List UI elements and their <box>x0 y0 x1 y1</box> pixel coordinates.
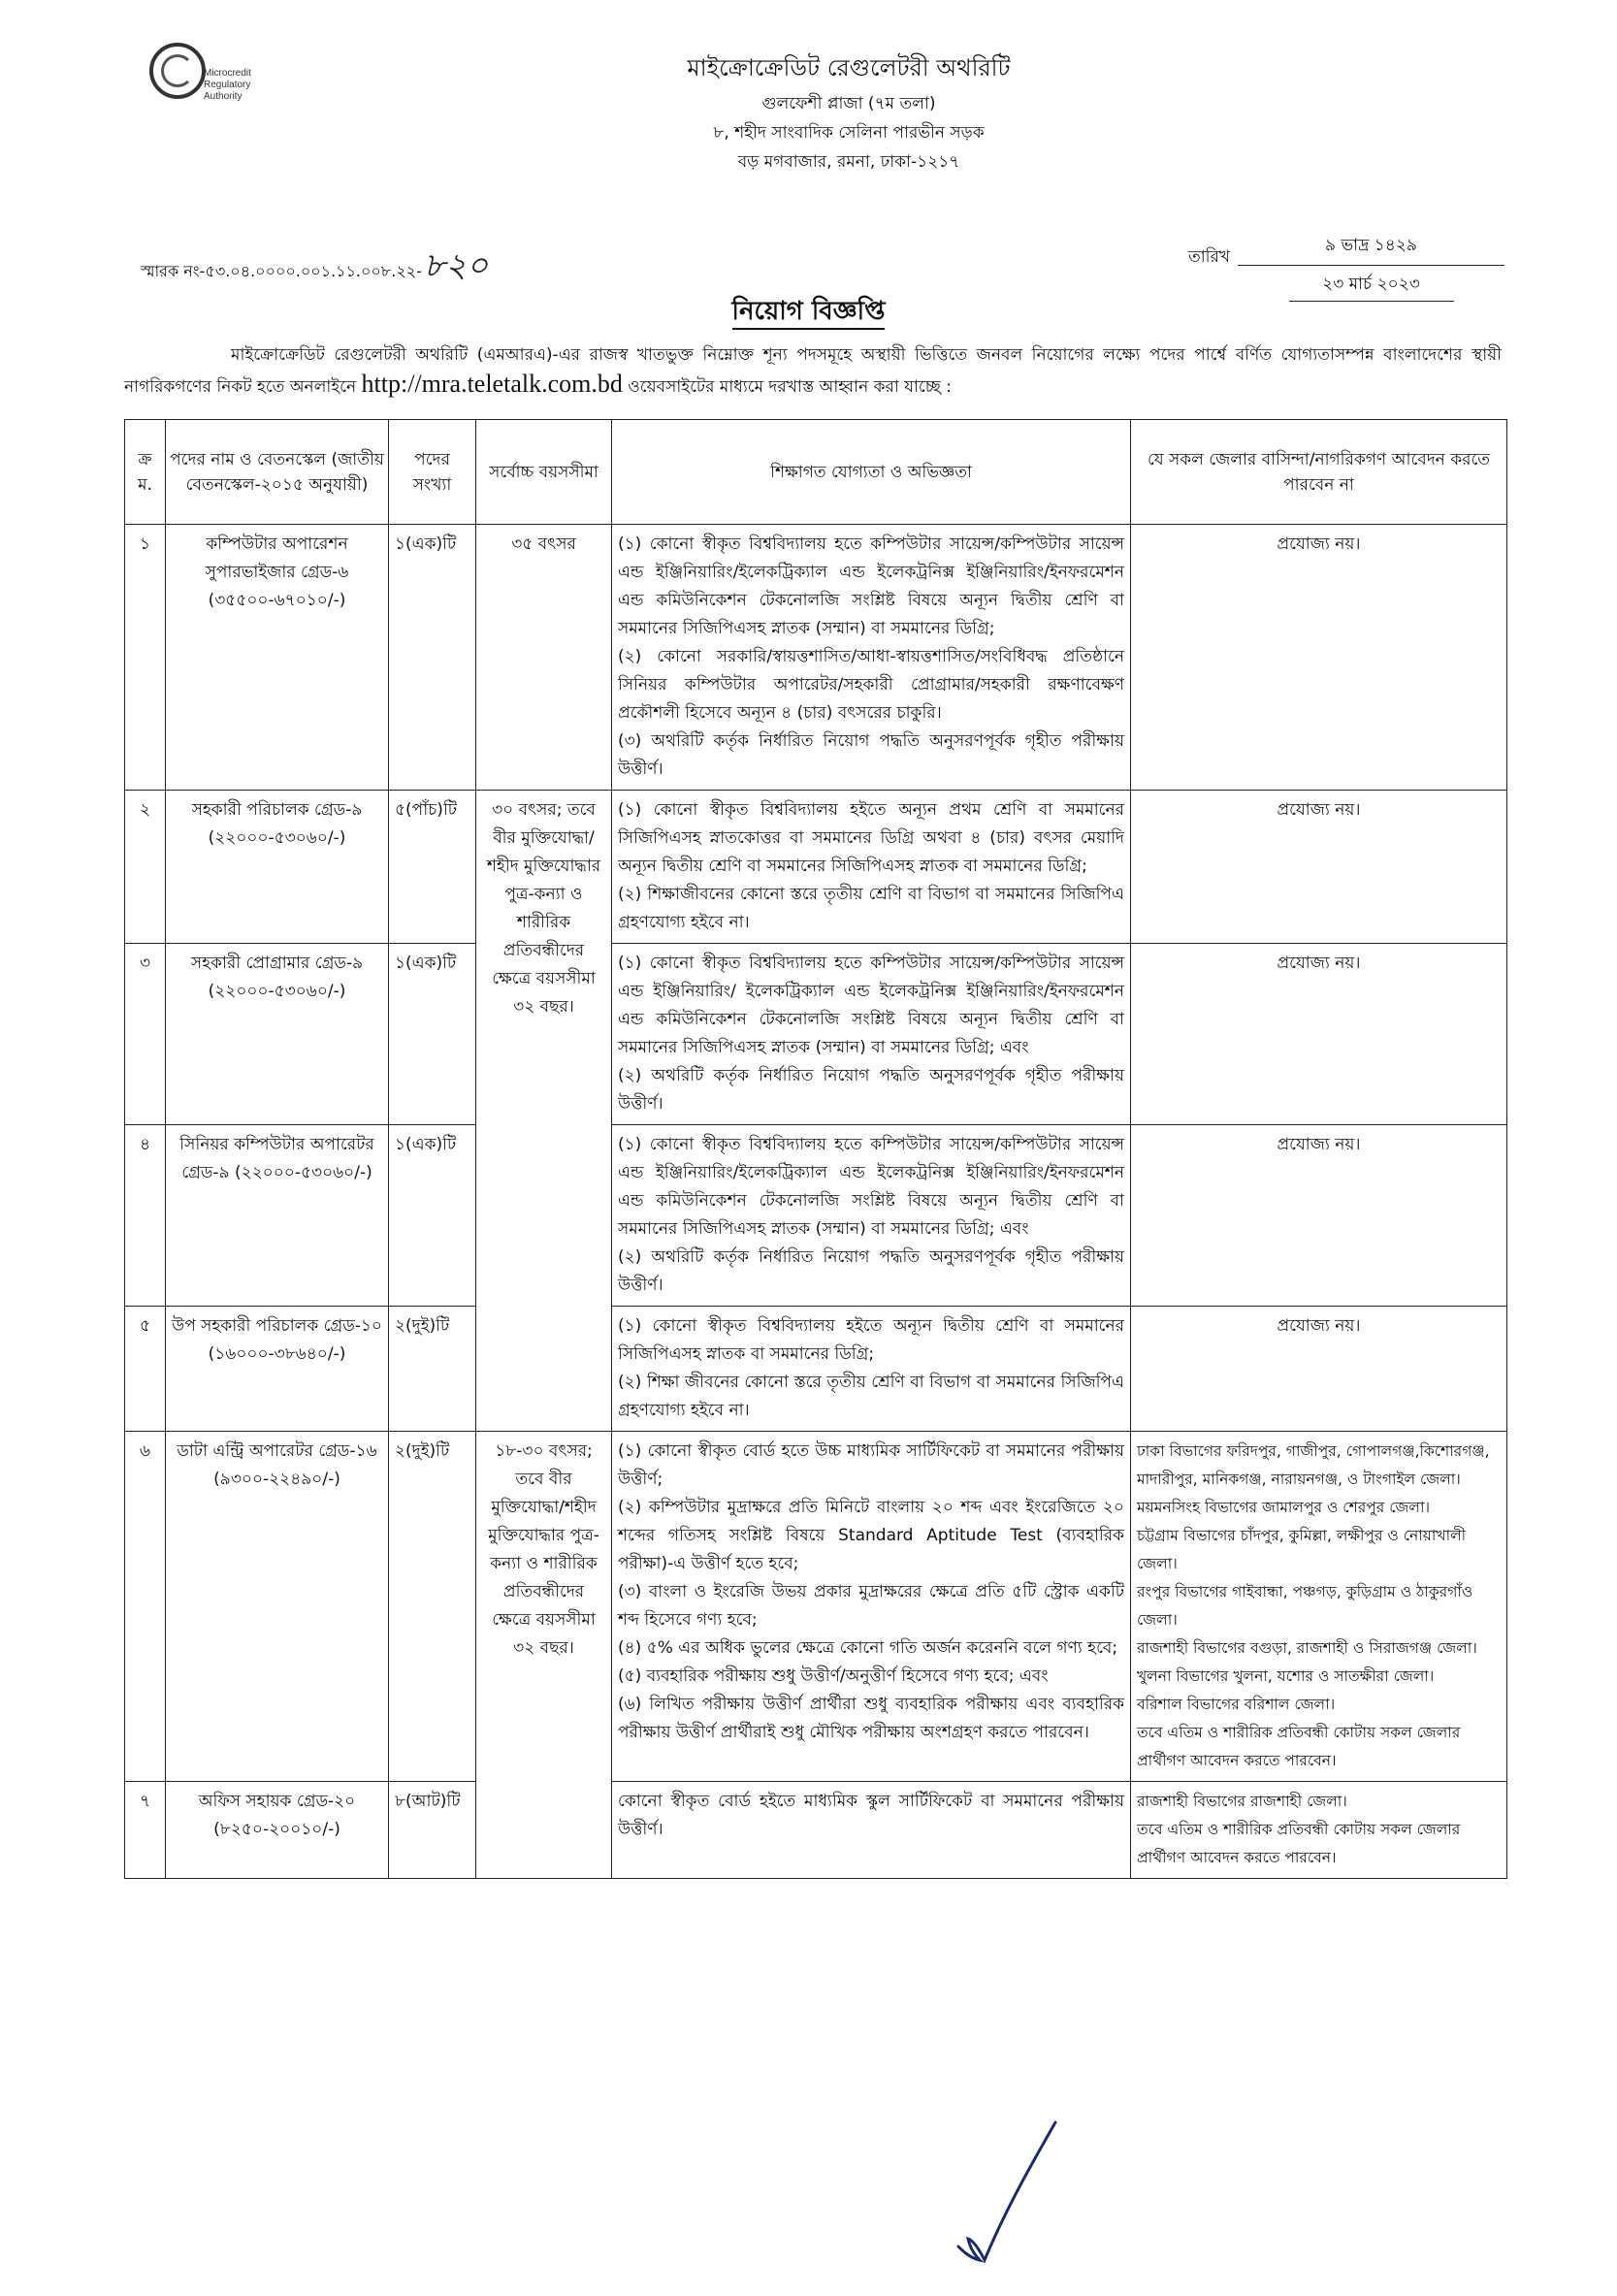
address-line: বড় মগবাজার, রমনা, ঢাকা-১২১৭ <box>737 152 960 172</box>
qualification-item: (১) কোনো স্বীকৃত বিশ্ববিদ্যালয় হইতে অন্যূন প্রথম শ্রেণি বা সমমানের সিজিপিএসহ স্নাতকোত্তর বা সমমানের ডিগ্রি অথবা ৪ (চার) বৎসর মেয়াদি অন্যূন দ্বিতীয় শ্রেণি বা সমমানের সিজিপিএসহ স্নাতক বা সমমানের ডিগ্রি; <box>618 800 1124 876</box>
row-district: প্রযোজ্য নয়। <box>1131 1125 1507 1307</box>
row-post: ডাটা এন্ট্রি অপারেটর গ্রেড-১৬ (৯৩০০-২২৪৯০/-) <box>166 1432 389 1782</box>
row-sl: ৬ <box>125 1432 166 1782</box>
qualification-item: (৪) ৫% এর অধিক ভুলের ক্ষেত্রে কোনো গতি অর্জন করেননি বলে গণ্য হবে; <box>618 1638 1118 1658</box>
row-count: ৫(পাঁচ)টি <box>389 791 476 944</box>
row-qualification <box>612 1307 1131 1432</box>
mra-logo <box>146 39 281 126</box>
date-label: তারিখ <box>1188 247 1231 267</box>
row-age: ৩৫ বৎসর <box>476 525 612 791</box>
qualification-item: (৬) লিখিত পরীক্ষায় উত্তীর্ণ প্রার্থীরা শুধু ব্যবহারিক পরীক্ষায় এবং ব্যবহারিক পরীক্ষায় উত্তীর্ণ প্রার্থীরাই শুধু মৌখিক পরীক্ষায় অংশগ্রহণ করতে পারবেন। <box>618 1695 1124 1742</box>
address-line: গুলফেশী প্লাজা (৭ম তলা) <box>761 94 936 113</box>
vacancy-table <box>124 419 1507 1879</box>
district-item: তবে এতিম ও শারীরিক প্রতিবন্ধী কোটায় সকল জেলার প্রার্থীগণ আবেদন করতে পারবেন। <box>1137 1724 1461 1769</box>
address-line: ৮, শহীদ সাংবাদিক সেলিনা পারভীন সড়ক <box>713 123 985 143</box>
qualification-item: (৫) ব্যবহারিক পরীক্ষায় শুধু উত্তীর্ণ/অনুত্তীর্ণ হিসেবে গণ্য হবে; এবং <box>618 1666 1049 1686</box>
row-district-list <box>1131 1782 1507 1879</box>
date-english: ২৩ মার্চ ২০২৩ <box>1289 266 1454 302</box>
row-sl: ৫ <box>125 1307 166 1432</box>
row-qualification <box>612 1782 1131 1879</box>
district-item: ঢাকা বিভাগের ফরিদপুর, গাজীপুর, গোপালগঞ্জ,কিশোরগঞ্জ, মাদারীপুর, মানিকগঞ্জ, নারায়নগঞ্জ, ও টাংগাইল জেলা। <box>1137 1442 1490 1488</box>
row-count: ২(দুই)টি <box>389 1307 476 1432</box>
district-item: রাজশাহী বিভাগের বগুড়া, রাজশাহী ও সিরাজগঞ্জ জেলা। <box>1137 1639 1477 1657</box>
row-qualification <box>612 1432 1131 1782</box>
row-age-merged: ১৮-৩০ বৎসর; তবে বীর মুক্তিযোদ্ধা/শহীদ মুক্তিযোদ্ধার পুত্র-কন্যা ও শারীরিক প্রতিবন্ধীদের ক্ষেত্রে বয়সসীমা ৩২ বছর। <box>476 1432 612 1879</box>
header-count: পদের সংখ্যা <box>389 420 476 525</box>
row-qualification <box>612 525 1131 791</box>
row-district-list <box>1131 1432 1507 1782</box>
header-age: সর্বোচ্চ বয়সসীমা <box>476 420 612 525</box>
row-count: ২(দুই)টি <box>389 1432 476 1782</box>
qualification-item: কোনো স্বীকৃত বোর্ড হইতে মাধ্যমিক স্কুল সার্টিফিকেট বা সমমানের পরীক্ষায় উত্তীর্ণ। <box>618 1792 1124 1839</box>
row-sl: ২ <box>125 791 166 944</box>
header-district: যে সকল জেলার বাসিন্দা/নাগরিকগণ আবেদন করতে পারবেন না <box>1131 420 1507 525</box>
qualification-item: (২) অথরিটি কর্তৃক নির্ধারিত নিয়োগ পদ্ধতি অনুসরণপূর্বক গৃহীত পরীক্ষায় উত্তীর্ণ। <box>618 1247 1124 1295</box>
qualification-item: (২) শিক্ষা জীবনের কোনো স্তরে তৃতীয় শ্রেণি বা বিভাগ বা সমমানের সিজিপিএ গ্রহণযোগ্য হইবে না। <box>618 1373 1124 1420</box>
row-qualification <box>612 791 1131 944</box>
qualification-item: (২) কোনো সরকারি/স্বায়ত্তশাসিত/আধা-স্বায়ত্তশাসিত/সংবিধিবদ্ধ প্রতিষ্ঠানে সিনিয়র কম্পিউটার অপারেটর/সহকারী প্রোগ্রামার/সহকারী রক্ষণাবেক্ষণ প্রকৌশলী হিসেবে অন্যূন ৪ (চার) বৎসরের চাকুরি। <box>618 647 1124 723</box>
qualification-item: (২) কম্পিউটার মুদ্রাক্ষরে প্রতি মিনিটে বাংলায় ২০ শব্দ এবং ইংরেজিতে ২০ শব্দের গতিসহ সংশ্লিষ্ট বিষয়ে Standard Aptitude Test (ব্যবহারিক পরীক্ষা)-এ উত্তীর্ণ হতে হবে; <box>618 1498 1124 1573</box>
logo-text-line: Microcredit <box>204 68 251 79</box>
date-bangla: ৯ ভাদ্র ১৪২৯ <box>1238 233 1504 266</box>
header-post: পদের নাম ও বেতনস্কেল (জাতীয় বেতনস্কেল-২০১৫ অনুযায়ী) <box>166 420 389 525</box>
row-count: ১(এক)টি <box>389 944 476 1125</box>
row-count: ১(এক)টি <box>389 1125 476 1307</box>
district-item: রাজশাহী বিভাগের রাজশাহী জেলা। <box>1137 1793 1347 1810</box>
notice-title-text: নিয়োগ বিজ্ঞপ্তি <box>732 297 886 330</box>
table-row <box>125 1307 1507 1432</box>
qualification-item: (৩) অথরিটি কর্তৃক নির্ধারিত নিয়োগ পদ্ধতি অনুসরণপূর্বক গৃহীত পরীক্ষায় উত্তীর্ণ। <box>618 731 1124 779</box>
intro-text: মাইক্রোক্রেডিট রেগুলেটরী অথরিটি (এমআরএ)-এর রাজস্ব খাতভুক্ত নিম্নোক্ত শূন্য পদসমূহে অস্থায়ী ভিত্তিতে জনবল নিয়োগের লক্ষ্যে পদের পার্শ্বে বর্ণিত যোগ্যতাসম্পন্ন বাংলাদেশের স্থায়ী নাগরিকগণের নিকট হতে অনলাইনে <box>124 345 1502 397</box>
row-age-merged: ৩০ বৎসর; তবে বীর মুক্তিযোদ্ধা/ শহীদ মুক্তিযোদ্ধার পুত্র-কন্যা ও শারীরিক প্রতিবন্ধীদের ক্ষেত্রে বয়সসীমা ৩২ বছর। <box>476 791 612 1432</box>
row-district: প্রযোজ্য নয়। <box>1131 791 1507 944</box>
header-qualification: শিক্ষাগত যোগ্যতা ও অভিজ্ঞতা <box>612 420 1131 525</box>
qualification-item: (৩) বাংলা ও ইংরেজি উভয় প্রকার মুদ্রাক্ষরের ক্ষেত্রে প্রতি ৫টি স্ট্রোক একটি শব্দ হিসেবে গণ্য হবে; <box>618 1582 1124 1630</box>
row-qualification <box>612 1125 1131 1307</box>
table-header-row <box>125 420 1507 525</box>
row-qualification <box>612 944 1131 1125</box>
logo-text <box>204 68 291 103</box>
qualification-item: (২) শিক্ষাজীবনের কোনো স্তরে তৃতীয় শ্রেণি বা বিভাগ বা সমমানের সিজিপিএ গ্রহণযোগ্য হইবে না। <box>618 885 1124 932</box>
memo-reference <box>141 241 488 296</box>
row-sl: ১ <box>125 525 166 791</box>
intro-text-end: ওয়েবসাইটের মাধ্যমে দরখাস্ত আহ্বান করা যাচ্ছে : <box>628 377 952 397</box>
qualification-item: (১) কোনো স্বীকৃত বিশ্ববিদ্যালয় হতে কম্পিউটার সায়েন্স/কম্পিউটার সায়েন্স এন্ড ইঞ্জিনিয়ারিং/ ইলেকট্রিক্যাল এন্ড ইলেকট্রনিক্স ইঞ্জিনিয়ারিং/ইনফরমেশন এন্ড কমিউনিকেশন টেকনোলজি সংশ্লিষ্ট বিষয়ে অন্যূন দ্বিতীয় শ্রেণি বা সমমানের সিজিপিএসহ স্নাতক (সম্মান) বা সমমানের ডিগ্রি; এবং <box>618 954 1124 1057</box>
district-item: খুলনা বিভাগের খুলনা, যশোর ও সাতক্ষীরা জেলা। <box>1137 1667 1435 1685</box>
table-row <box>125 944 1507 1125</box>
qualification-item: (১) কোনো স্বীকৃত বিশ্ববিদ্যালয় হইতে অন্যূন দ্বিতীয় শ্রেণি বা সমমানের সিজিপিএসহ স্নাতক বা সমমানের ডিগ্রি; <box>618 1316 1124 1364</box>
logo-text-line: Authority <box>204 91 243 102</box>
district-item: ময়মনসিংহ বিভাগের জামালপুর ও শেরপুর জেলা। <box>1137 1499 1430 1516</box>
table-row <box>125 1782 1507 1879</box>
qualification-item: (১) কোনো স্বীকৃত বোর্ড হতে উচ্চ মাধ্যমিক সার্টিফিকেট বা সমমানের পরীক্ষায় উত্তীর্ণ; <box>618 1441 1124 1489</box>
table-row <box>125 525 1507 791</box>
qualification-item: (১) কোনো স্বীকৃত বিশ্ববিদ্যালয় হতে কম্পিউটার সায়েন্স/কম্পিউটার সায়েন্স এন্ড ইঞ্জিনিয়ারিং/ইলেকট্রিক্যাল এন্ড ইলেকট্রনিক্স ইঞ্জিনিয়ারিং/ইনফরমেশন এন্ড কমিউনিকেশন টেকনোলজি সংশ্লিষ্ট বিষয়ে অন্যূন দ্বিতীয় শ্রেণি বা সমমানের সিজিপিএসহ স্নাতক (সম্মান) বা সমমানের ডিগ্রি; এবং <box>618 1135 1124 1239</box>
notice-title <box>0 291 1617 334</box>
row-district: প্রযোজ্য নয়। <box>1131 1307 1507 1432</box>
district-item: বরিশাল বিভাগের বরিশাল জেলা। <box>1137 1696 1336 1713</box>
district-item: চট্টগ্রাম বিভাগের চাঁদপুর, কুমিল্লা, লক্ষীপুর ও নোয়াখালী জেলা। <box>1137 1527 1467 1572</box>
memo-number: স্মারক নং-৫৩.০৪.০০০০.০০১.১১.০০৮.২২- <box>141 262 422 280</box>
intro-paragraph <box>124 341 1502 402</box>
district-item: তবে এতিম ও শারীরিক প্রতিবন্ধী কোটায় সকল জেলার প্রার্থীগণ আবেদন করতে পারবেন। <box>1137 1821 1461 1866</box>
row-district: প্রযোজ্য নয়। <box>1131 525 1507 791</box>
signature-mark <box>941 2115 1077 2270</box>
qualification-item: (২) অথরিটি কর্তৃক নির্ধারিত নিয়োগ পদ্ধতি অনুসরণপূর্বক গৃহীত পরীক্ষায় উত্তীর্ণ। <box>618 1066 1124 1114</box>
row-sl: ৭ <box>125 1782 166 1879</box>
row-post: কম্পিউটার অপারেশন সুপারভাইজার গ্রেড-৬ (৩৫৫০০-৬৭০১০/-) <box>166 525 389 791</box>
memo-handwritten-number: ৮২০ <box>423 246 489 285</box>
row-sl: ৩ <box>125 944 166 1125</box>
website-link[interactable]: http://mra.teletalk.com.bd <box>361 370 623 398</box>
row-post: সহকারী প্রোগ্রামার গ্রেড-৯ (২২০০০-৫৩০৬০/-) <box>166 944 389 1125</box>
district-item: রংপুর বিভাগের গাইবান্ধা, পঞ্চগড়, কুড়িগ্রাম ও ঠাকুরগাঁও জেলা। <box>1137 1583 1473 1629</box>
logo-emblem-icon <box>149 43 206 99</box>
organization-name: মাইক্রোক্রেডিট রেগুলেটরী অথরিটি <box>687 54 1011 81</box>
row-post: উপ সহকারী পরিচালক গ্রেড-১০ (১৬০০০-৩৮৬৪০/-) <box>166 1307 389 1432</box>
row-post: সহকারী পরিচালক গ্রেড-৯ (২২০০০-৫৩০৬০/-) <box>166 791 389 944</box>
row-post: অফিস সহায়ক গ্রেড-২০ (৮২৫০-২০০১০/-) <box>166 1782 389 1879</box>
header-sl: ক্র ম. <box>125 420 166 525</box>
table-row <box>125 1125 1507 1307</box>
logo-text-line: Regulatory <box>204 80 251 90</box>
row-sl: ৪ <box>125 1125 166 1307</box>
qualification-item: (১) কোনো স্বীকৃত বিশ্ববিদ্যালয় হতে কম্পিউটার সায়েন্স/কম্পিউটার সায়েন্স এন্ড ইঞ্জিনিয়ারিং/ইলেকট্রিক্যাল এন্ড ইলেকট্রনিক্স ইঞ্জিনিয়ারিং/ইনফরমেশন এন্ড কমিউনিকেশন টেকনোলজি সংশ্লিষ্ট বিষয়ে অন্যূন দ্বিতীয় শ্রেণি বা সমমানের সিজিপিএসহ স্নাতক (সম্মান) বা সমমানের ডিগ্রি; <box>618 534 1124 638</box>
row-count: ১(এক)টি <box>389 525 476 791</box>
row-count: ৮(আট)টি <box>389 1782 476 1879</box>
row-district: প্রযোজ্য নয়। <box>1131 944 1507 1125</box>
table-row <box>125 791 1507 944</box>
row-post: সিনিয়র কম্পিউটার অপারেটর গ্রেড-৯ (২২০০০-৫৩০৬০/-) <box>166 1125 389 1307</box>
table-row <box>125 1432 1507 1782</box>
